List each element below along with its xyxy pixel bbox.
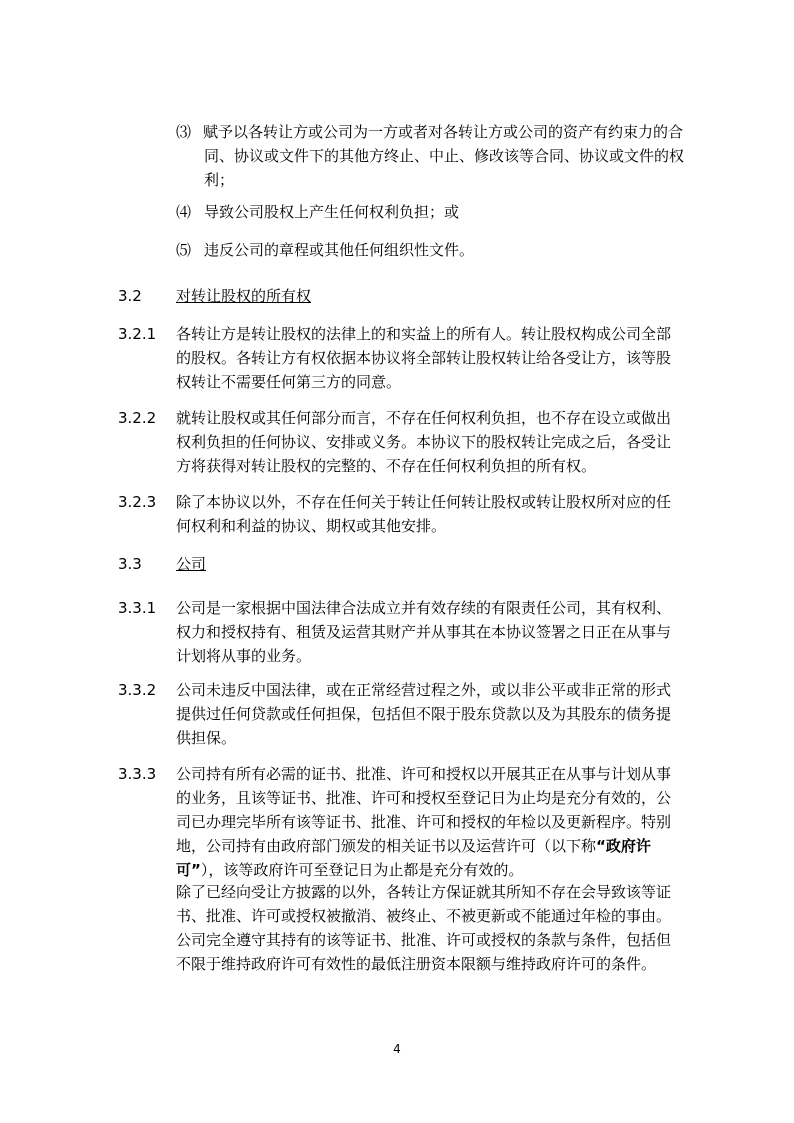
clause-number: 3.3.3 — [118, 765, 157, 783]
clause-text-part: 公司持有所有必需的证书、批准、许可和授权以开展其正在从事与计划从事的业务，且该等证书、批准、许可和授权至登记日为止均是充分有效的，公司已办理完毕所有该等证书、批准、许可和授权的年检以及更新程序。特别地，公司持有由政府部门颁发的相关证书以及运营许可（以下称 — [176, 765, 672, 855]
clause-number: 3.2.3 — [118, 493, 157, 511]
list-marker: ⑶ — [176, 123, 192, 141]
page-number: 4 — [393, 1042, 401, 1056]
clause-text-part: ），该等政府许可至登记日为止都是充分有效的。 — [200, 861, 524, 879]
list-marker: ⑷ — [176, 203, 192, 221]
list-item — [176, 238, 684, 262]
clause-number: 3.2.2 — [118, 409, 157, 427]
clause-number: 3.3.2 — [118, 681, 157, 699]
list-item-text: 违反公司的章程或其他任何组织性文件。 — [204, 241, 475, 259]
list-marker: ⑸ — [176, 241, 192, 259]
clause-number: 3.3.1 — [118, 599, 157, 617]
list-item-text: 赋予以各转让方或公司为一方或者对各转让方或公司的资产有约束力的合同、协议或文件下的其他方终止、中止、修改该等合同、协议或文件的权利； — [203, 123, 685, 189]
section-heading: 对转让股权的所有权 — [176, 287, 312, 305]
clause-text — [176, 762, 684, 882]
defined-term: “政府许可” — [176, 837, 651, 879]
section-number: 3.2 — [118, 287, 142, 305]
section-number: 3.3 — [118, 555, 142, 573]
list-item-text: 导致公司股权上产生任何权利负担；或 — [204, 203, 460, 221]
clause-text: 就转让股权或其任何部分而言，不存在任何权利负担，也不存在设立或做出权利负担的任何协议、安排或义务。本协议下的股权转让完成之后，各受让方将获得对转让股权的完整的、不存在任何权利负担的所有权。 — [176, 409, 672, 475]
clause-text: 公司未违反中国法律，或在正常经营过程之外，或以非公平或非正常的形式提供过任何贷款或任何担保，包括但不限于股东贷款以及为其股东的债务提供担保。 — [176, 681, 672, 747]
body-paragraph: 除了已经向受让方披露的以外，各转让方保证就其所知不存在会导致该等证书、批准、许可或授权被撤消、被终止、不被更新或不能通过年检的事由。公司完全遵守其持有的该等证书、批准、许可或授权的条款与条件，包括但不限于维持政府许可有效性的最低注册资本限额与维持政府许可的条件。 — [176, 883, 672, 973]
section-heading: 公司 — [176, 555, 207, 573]
list-item — [176, 200, 684, 224]
clause-text: 公司是一家根据中国法律合法成立并有效存续的有限责任公司，其有权利、权力和授权持有、租赁及运营其财产并从事其在本协议签署之日正在从事与计划将从事的业务。 — [176, 599, 672, 665]
clause-text: 各转让方是转让股权的法律上的和实益上的所有人。转让股权构成公司全部的股权。各转让方有权依据本协议将全部转让股权转让给各受让方，该等股权转让不需要任何第三方的同意。 — [176, 325, 672, 391]
clause-number: 3.2.1 — [118, 325, 157, 343]
clause-text: 除了本协议以外，不存在任何关于转让任何转让股权或转让股权所对应的任何权利和利益的协议、期权或其他安排。 — [176, 493, 672, 535]
list-item — [176, 120, 684, 192]
